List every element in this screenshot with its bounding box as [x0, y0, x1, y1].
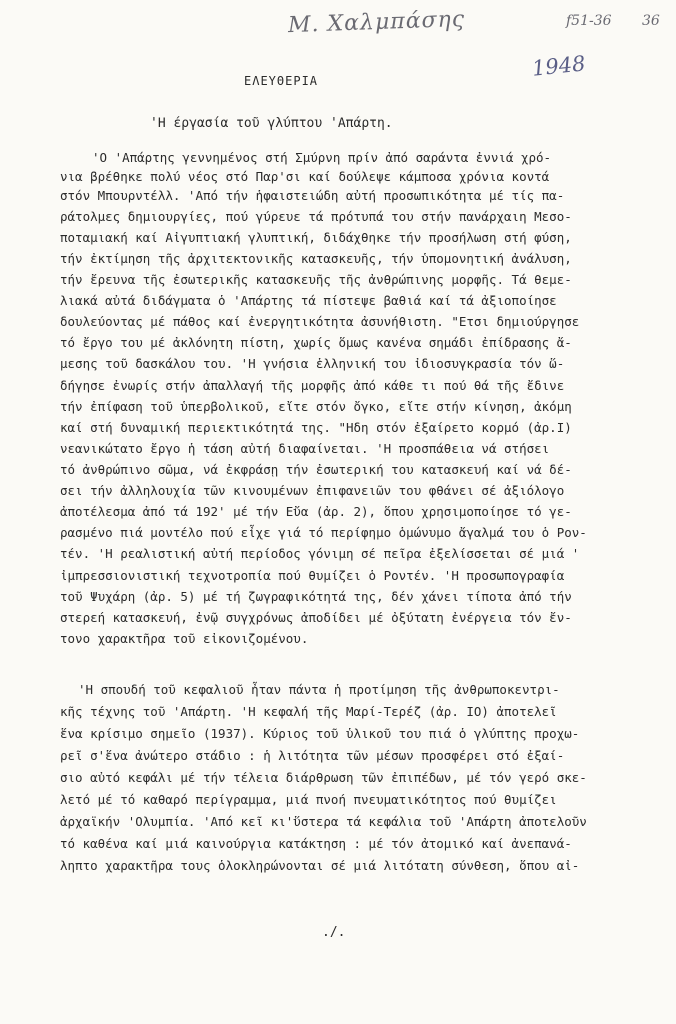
text-line: τέν. 'Η ρεαλιστική αὐτή περίοδος γόνιμη σέ πεῖρα ἐξελίσσεται σέ μιά '	[60, 546, 580, 561]
text-line: ληπτο χαρακτῆρα τους ὁλοκληρώνονται σέ μιά λιτότατη σύνθεση, ὅπου αἰ-	[60, 858, 580, 873]
text-line: στόν Μπουρντέλλ. 'Από τήν ἡφαιστειώδη αὐτή προσωπικότητα μέ τίς πα-	[60, 188, 565, 203]
text-line: καί στή δυναμική περιεκτικότητά της. "Ηδη στόν ἐξαίρετο κορμό (ἀρ.Ι)	[60, 420, 572, 435]
archive-reference: f51-36	[566, 13, 612, 29]
page-number: 36	[642, 13, 660, 29]
text-line: σιο αὐτό κεφάλι μέ τήν τέλεια διάρθρωση τῶν ἐπιπέδων, μέ τόν γερό σκε-	[60, 770, 587, 785]
text-line: τήν ἐκτίμηση τῆς ἀρχιτεκτονικῆς κατασκευῆς, τήν ὑπομονητική ἀνάλυση,	[60, 251, 572, 266]
text-line: νια βρέθηκε πολύ νέος στό Παρ'σι καί δούλεψε κάμποσα χρόνια κοντά	[60, 169, 550, 184]
text-line: δουλεύοντας μέ πάθος καί ἐνεργητικότητα ἀσυνήθιστη. "Ετσι δημιούργησε	[60, 314, 580, 329]
text-line: στερεή κατασκευή, ἐνῷ συγχρόνως ἀποδίδει μέ ὀξύτατη ἐνέργεια τόν ἔν-	[60, 610, 572, 625]
text-line: τό ἔργο του μέ ἀκλόνητη πίστη, χωρίς ὅμως κανένα σημάδι ἐπίδρασης ἄ-	[60, 335, 572, 350]
handwritten-year: 1948	[530, 51, 587, 81]
text-line: 'Η σπουδή τοῦ κεφαλιοῦ ἦταν πάντα ἡ προτίμηση τῆς ἀνθρωποκεντρι-	[78, 682, 560, 697]
text-line: 'Ο 'Απάρτης γεννημένος στή Σμύρνη πρίν ἀπό σαράντα ἐννιά χρό-	[92, 150, 552, 165]
text-line: τό ἀνθρώπινο σῶμα, νά ἐκφράσῃ τήν ἐσωτερική του κατασκευή καί νά δέ-	[60, 462, 572, 477]
continuation-mark: ./.	[322, 925, 346, 940]
text-line: ἕνα κρίσιμο σημεῖο (1937). Κύριος τοῦ ὑλικοῦ του πιά ὁ γλύπτης προχω-	[60, 726, 580, 741]
text-line: τοῦ Ψυχάρη (ἀρ. 5) μέ τή ζωγραφικότητά της, δέν χάνει τίποτα ἀπό τήν	[60, 589, 572, 604]
text-line: ρεῖ σ'ἕνα ἀνώτερο στάδιο : ἡ λιτότητα τῶν μέσων προσφέρει στό ἐξαί-	[60, 748, 565, 763]
text-line: μεσης τοῦ δασκάλου του. 'Η γνήσια ἑλληνική του ἰδιοσυγκρασία τόν ὥ-	[60, 356, 565, 371]
text-line: κῆς τέχνης τοῦ 'Απάρτη. 'Η κεφαλή τῆς Μαρί-Τερέζ (ἀρ. ΙΟ) ἀποτελεῖ	[60, 704, 557, 719]
text-line: τονο χαρακτῆρα τοῦ εἰκονιζομένου.	[60, 631, 309, 646]
newspaper-title: ΕΛΕΥΘΕΡΙΑ	[244, 74, 319, 88]
article-subtitle: 'Η έργασία τοῦ γλύπτου 'Απάρτη.	[150, 116, 393, 131]
handwritten-signature: Μ. Χαλμπάσης	[287, 6, 466, 39]
text-line: νεανικώτατο ἔργο ἡ τάση αὐτή διαφαίνεται. 'Η προσπάθεια νά στήσει	[60, 441, 550, 456]
text-line: σει τήν ἀλληλουχία τῶν κινουμένων ἐπιφανειῶν του φθάνει σέ ἀξιόλογο	[60, 483, 565, 498]
text-line: τήν ἔρευνα τῆς ἐσωτερικῆς κατασκευῆς τῆς ἀνθρώπινης μορφῆς. Τά θεμε-	[60, 272, 572, 287]
text-line: λετό μέ τό καθαρό περίγραμμα, μιά πνοή πνευματικότητος πού θυμίζει	[60, 792, 557, 807]
text-line: ράτολμες δημιουργίες, πού γύρευε τά πρότυπά του στήν πανάρχαιη Μεσο-	[60, 209, 572, 224]
text-line: ἰμπρεσσιονιστική τεχνοτροπία πού θυμίζει ὁ Ροντέν. 'Η προσωπογραφία	[60, 568, 565, 583]
text-line: ρασμένο πιά μοντέλο πού εἶχε γιά τό περίφημο ὁμώνυμο ἄγαλμά του ὁ Ρον-	[60, 525, 587, 540]
text-line: ἀποτέλεσμα ἀπό τά 192' μέ τήν Εὔα (ἀρ. 2), ὅπου χρησιμοποίησε τό γε-	[60, 504, 572, 519]
text-line: ποταμιακή καί Αἰγυπτιακή γλυπτική, διδάχθηκε τήν προσήλωση στή φύση,	[60, 230, 572, 245]
text-line: δήγησε ἐνωρίς στήν ἀπαλλαγή τῆς μορφῆς ἀπό κάθε τι πού θά τῆς ἔδινε	[60, 378, 565, 393]
text-line: τήν ἐπίφαση τοῦ ὑπερβολικοῦ, εἴτε στόν ὄγκο, εἴτε στήν κίνηση, ἀκόμη	[60, 399, 572, 414]
text-line: τό καθένα καί μιά καινούργια κατάκτηση : μέ τόν ἀτομικό καί ἀνεπανά-	[60, 836, 572, 851]
text-line: ἀρχαϊκήν 'Ολυμπία. 'Από κεῖ κι'ὕστερα τά κεφάλια τοῦ 'Απάρτη ἀποτελοῦν	[60, 814, 587, 829]
text-line: λιακά αὐτά διδάγματα ὁ 'Απάρτης τά πίστεψε βαθιά καί τά ἀξιοποίησε	[60, 293, 557, 308]
